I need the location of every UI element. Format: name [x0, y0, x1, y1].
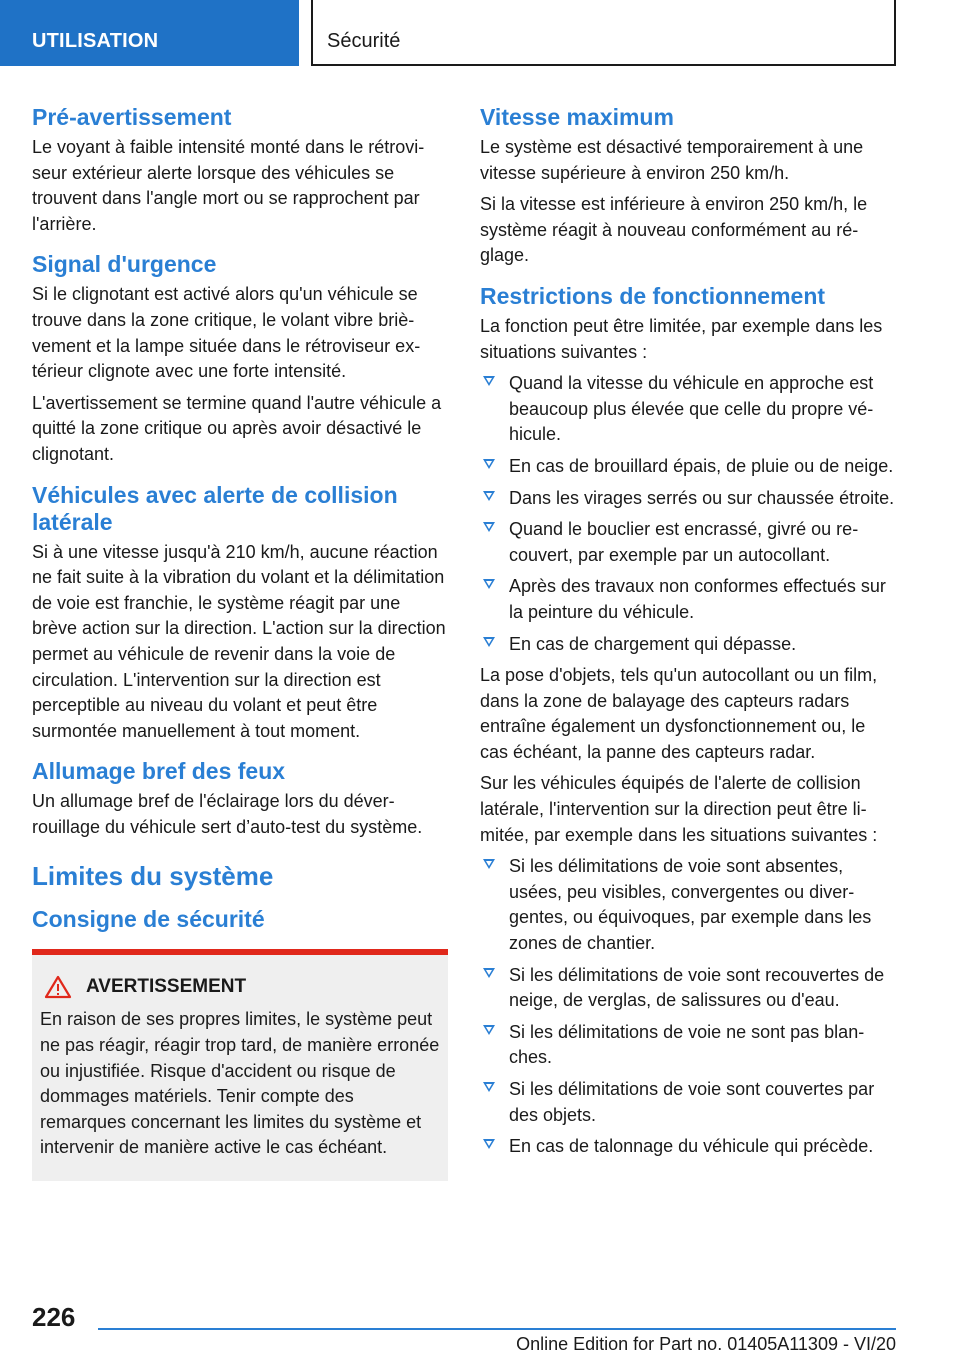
heading-consigne-securite: Consigne de sécurité — [32, 906, 265, 933]
bullet-triangle-icon — [483, 491, 495, 501]
heading-limites-systeme: Limites du système — [32, 861, 274, 892]
bullet-triangle-icon — [483, 459, 495, 469]
page-number: 226 — [32, 1302, 76, 1332]
bullet-triangle-icon — [483, 968, 495, 978]
heading-alerte-collision: Véhicules avec alerte de collision latérale — [32, 481, 398, 535]
paragraph: Si à une vitesse jusqu'à 210 km/h, aucune réaction ne fait suite à la vibration du volant et la délimitation de voie est franchie, le système réagit par une brève action sur la direction. L'action sur la direction permet au véhicule de revenir dans la voie de circulation. L'intervention sur la direction est perceptible au niveau du volant et peut être surmontée manuellement à tout moment. — [32, 541, 446, 741]
paragraph: Un allumage bref de l'éclairage lors du déverrouillage du véhicule sert d’auto-test du système. — [32, 791, 423, 837]
warning-header — [40, 975, 440, 999]
bullet-triangle-icon — [483, 1139, 495, 1149]
bullet-triangle-icon — [483, 376, 495, 386]
list-item: En cas de brouillard épais, de pluie ou de neige. — [480, 454, 898, 480]
right-column — [480, 96, 898, 1166]
heading-pre-avertissement: Pré-avertissement — [32, 104, 232, 130]
warning-triangle-icon — [44, 975, 72, 999]
list-item: Quand la vitesse du véhicule en approche est beaucoup plus élevée que celle du propre véhicule. — [480, 371, 898, 448]
section-tab: UTILISATION — [0, 0, 299, 66]
page-header — [0, 0, 960, 66]
left-column — [32, 96, 448, 1181]
bullet-triangle-icon — [483, 1082, 495, 1092]
edition-text: Online Edition for Part no. 01405A11309 - VI/20 — [516, 1334, 896, 1354]
heading-allumage-bref: Allumage bref des feux — [32, 758, 286, 785]
paragraph: La fonction peut être limitée, par exemple dans les situations suivantes : — [480, 315, 883, 362]
heading-vitesse-maximum: Vitesse maximum — [480, 104, 674, 130]
list-item: Si les délimitations de voie sont recouvertes de neige, de verglas, de salissures ou d'eau. — [480, 963, 898, 1014]
warning-box — [32, 949, 448, 1181]
bullet-triangle-icon — [483, 1025, 495, 1035]
list-item: Si les délimitations de voie sont couvertes par des objets. — [480, 1077, 898, 1128]
paragraph: La pose d'objets, tels qu'un autocollant ou un film, dans la zone de balayage des capteurs radars entraîne également un dysfonctionnement ou, le cas échéant, la panne des capteurs radar. — [480, 665, 878, 762]
list-item: Si les délimitations de voie sont absentes, usées, peu visibles, convergentes ou divergentes, ou équivoques, par exemple dans les zones de chantier. — [480, 854, 898, 956]
heading-signal-urgence: Signal d'urgence — [32, 251, 217, 278]
paragraph: Le voyant à faible intensité monté dans le rétroviseur extérieur alerte lorsque des véhicules se trouvent dans l'angle mort ou se rapprochent par l'arrière. — [32, 137, 425, 234]
paragraph: Si la vitesse est inférieure à environ 250 km/h, le système réagit à nouveau conformément au réglage. — [480, 194, 868, 266]
paragraph: Si le clignotant est activé alors qu'un véhicule se trouve dans la zone critique, le volant vibre brièvement et la lampe située dans le rétroviseur extérieur clignote avec une forte intensité. — [32, 284, 421, 382]
list-item: Dans les virages serrés ou sur chaussée étroite. — [480, 486, 898, 512]
bullet-triangle-icon — [483, 522, 495, 532]
bullet-list-collision — [480, 854, 898, 1160]
paragraph: Sur les véhicules équipés de l'alerte de collision latérale, l'intervention sur la direction peut être limitée, par exemple dans les situations suivantes : — [480, 773, 878, 845]
bullet-triangle-icon — [483, 859, 495, 869]
paragraph: Le système est désactivé temporairement à une vitesse supérieure à environ 250 km/h. — [480, 137, 864, 183]
warning-title: AVERTISSEMENT — [86, 976, 247, 998]
list-item: En cas de chargement qui dépasse. — [480, 632, 898, 658]
bullet-triangle-icon — [483, 579, 495, 589]
chapter-title: Sécurité — [311, 0, 896, 66]
bullet-list-restrictions — [480, 371, 898, 657]
warning-text: En raison de ses propres limites, le système peut ne pas réagir, réagir trop tard, de manière erronée ou injustifiée. Risque d'accident ou risque de dommages matériels. Tenir compte des remarques concernant les limites du système et intervenir de manière active le cas échéant. — [40, 1009, 440, 1158]
list-item: Après des travaux non conformes effectués sur la peinture du véhicule. — [480, 574, 898, 625]
bullet-triangle-icon — [483, 637, 495, 647]
list-item: En cas de talonnage du véhicule qui précède. — [480, 1134, 898, 1160]
paragraph: L'avertissement se termine quand l'autre véhicule a quitté la zone critique ou après avoir désactivé le clignotant. — [32, 392, 442, 464]
list-item: Si les délimitations de voie ne sont pas blanches. — [480, 1020, 898, 1071]
heading-restrictions: Restrictions de fonctionnement — [480, 282, 826, 309]
footer-divider — [98, 1328, 896, 1330]
page-footer — [0, 1290, 960, 1362]
list-item: Quand le bouclier est encrassé, givré ou recouvert, par exemple par un autocollant. — [480, 517, 898, 568]
